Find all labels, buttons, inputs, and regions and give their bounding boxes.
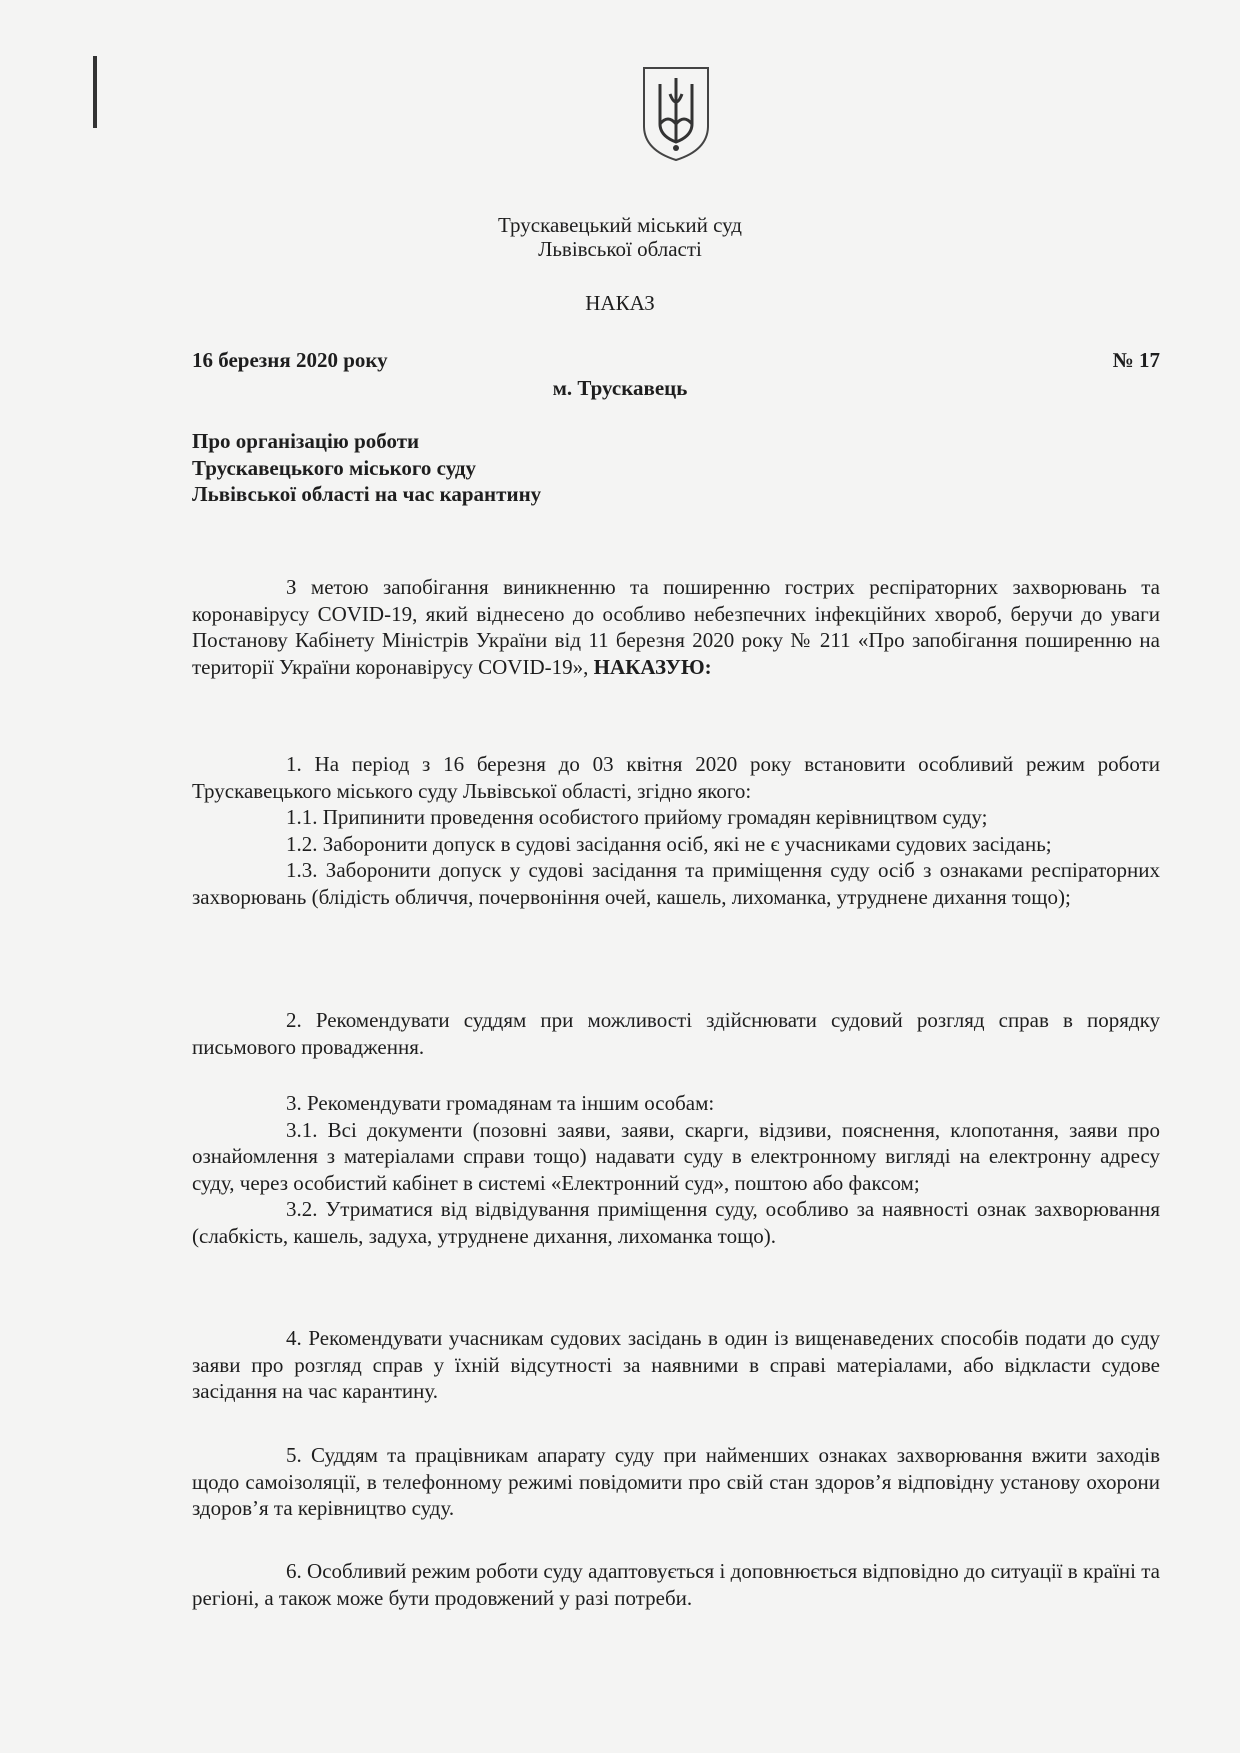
item-3-1: 3.1. Всі документи (позовні заяви, заяви, скарги, відзиви, пояснення, клопотання, заяви про ознайомлення з матеріалами справи тощо) надавати суду в електронному вигляді на електронну адресу суду, через особистий кабінет в системі «Електронний суд», поштою або факсом; [192,1117,1160,1195]
subject-line: Трускавецького міського суду [192,455,477,480]
item-1-1: 1.1. Припинити проведення особистого прийому громадян керівництвом суду; [286,805,988,829]
item-4: 4. Рекомендувати учасникам судових засідань в один із вищенаведених способів подати до суду заяви про розгляд справ у їхній відсутності за наявними в справі матеріалами, або відкласти судове засідання на час карантину. [192,1326,1160,1403]
section-5 [192,1442,1160,1522]
preamble [192,574,1160,680]
document-city: м. Трускавець [552,376,688,400]
section-4 [192,1325,1160,1405]
item-1-3: 1.3. Заборонити допуск у судові засідання та приміщення суду осіб з ознаками респіраторних захворювань (блідість обличчя, почервоніння очей, кашель, лихоманка, утруднене дихання тощо); [192,858,1160,909]
subject-line: Про організацію роботи [192,429,420,453]
subject-title [192,428,541,508]
item-2: 2. Рекомендувати суддям при можливості здійснювати судовий розгляд справ в порядку письмового провадження. [192,1008,1160,1059]
item-3: 3. Рекомендувати громадянам та іншим особам: [286,1091,715,1115]
section-2 [192,1007,1160,1060]
document-type: НАКАЗ [585,291,655,315]
section-6 [192,1558,1160,1611]
section-1 [192,751,1160,910]
subject-line: Львівської області на час карантину [192,482,542,506]
court-name: Трускавецький міський суд [498,213,742,237]
court-region: Львівської області [538,237,702,261]
binder-mark [93,56,97,128]
item-1: 1. На період з 16 березня до 03 квітня 2020 року встановити особливий режим роботи Трускавецького міського суду Львівської області, згідно якого: [192,752,1160,803]
section-3 [192,1090,1160,1249]
document-date: 16 березня 2020 року [192,348,388,372]
item-3-2: 3.2. Утриматися від відвідування приміщення суду, особливо за наявності ознак захворювання (слабкість, кашель, задуха, утруднене дихання, лихоманка тощо). [192,1197,1160,1248]
trident-emblem-icon [640,64,712,164]
preamble-text: З метою запобігання виникненню та поширенню гострих респіраторних захворювань та коронавірусу COVID-19, який віднесено до особливо небезпечних інфекційних хвороб, беручи до уваги Постанову Кабінету Міністрів України від 11 березня 2020 року № 211 «Про запобігання поширенню на території України коронавірусу COVID-19», [192,575,1160,679]
document-number: № 17 [1112,348,1160,372]
item-6: 6. Особливий режим роботи суду адаптовується і доповнюється відповідно до ситуації в країні та регіоні, а також може бути продовжений у разі потреби. [192,1559,1160,1610]
order-word: НАКАЗУЮ: [593,654,712,679]
item-5: 5. Суддям та працівникам апарату суду при найменших ознаках захворювання вжити заходів щодо самоізоляції, в телефонному режимі повідомити про свій стан здоров’я відповідну установу охорони здоров’я та керівництво суду. [192,1443,1160,1520]
item-1-2: 1.2. Заборонити допуск в судові засідання осіб, які не є учасниками судових засідань; [286,831,1052,856]
